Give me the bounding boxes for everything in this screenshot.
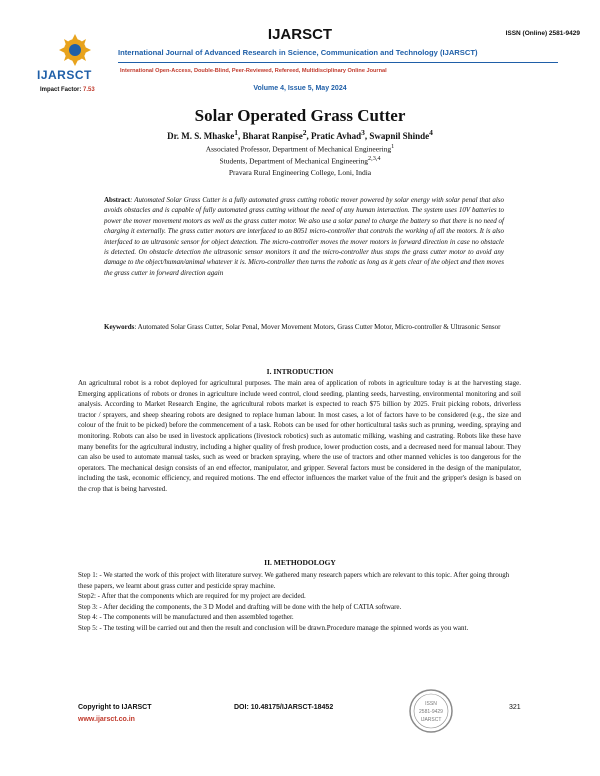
affiliation-sup: 1 (391, 143, 395, 150)
footer-copyright: Copyright to IJARSCT (78, 704, 152, 711)
author-sup: 1 (234, 128, 238, 137)
method-step: Step 3: - After deciding the components, the 3 D Model and drafting will be done with the help of CATIA software. (78, 602, 402, 611)
paper-title: Solar Operated Grass Cutter (194, 106, 406, 125)
author-list: Dr. M. S. Mhaske$^1$, Bharat Ranpise$^2$, Pratic Avhad$^3$, Swapnil Shinde$^4$ (167, 128, 433, 141)
stamp-line: IJARSCT (420, 717, 442, 723)
affiliation (0, 155, 600, 166)
keywords-label: Keywords (104, 323, 135, 331)
impact-factor-value: 7.53 (83, 87, 95, 93)
journal-short-title: IJARSCT (267, 26, 333, 43)
footer-doi[interactable]: DOI: 10.48175/IJARSCT-18452 (234, 704, 334, 711)
affiliation (0, 143, 600, 154)
method-step: Step 4: - The components will be manufactured and then assembled together. (78, 613, 294, 622)
author-name: Swapnil Shinde (369, 131, 430, 141)
stamp-line: ISSN (425, 701, 437, 707)
author-sup: 3 (361, 128, 365, 137)
author-name: Bharat Ranpise (242, 131, 303, 141)
author-name: Pratic Avhad (311, 131, 362, 141)
affiliation-text: Associated Professor, Department of Mechanical Engineering (205, 144, 392, 154)
affiliation (0, 168, 600, 177)
introduction-body: An agricultural robot is a robot deployed for agricultural purposes. The main area of application of robots in agriculture today is at the harvesting stage. Emerging applications of robots or drones in agriculture include weed control, cloud seeding, planting seeds, harvesting, environmental monitoring and soil analysis. According to Market Research Engine, the agricultural robots market is expected to reach $75 billion by 2025. Fruit picking robots, driverless tractor / sprayers, and sheep shearing robots are designed to replace human labour. In most cases, a lot of factors have to be considered (e.g., the size and colour of the fruit to be picked) before the commencement of a task. Robots can be used for other horticultural tasks such as pruning, weeding, spraying and monitoring. Robots can also be used in livestock applications (livestock robotics) such as automatic milking, washing and castrating. Robots like these have many benefits for the agricultural industry, including a higher quality of fresh produce, lower production costs, and a decreased need for manual labour. They can also be used to automate manual tasks, such as weed or bracken spraying, where the use of tractors and other manned vehicles is too dangerous for the operators. The mechanical design consists of an end effector, manipulator, and gripper. Several factors must be considered in the design of the manipulator, including the task, economic efficiency, and required motions. The end effector influences the market value of the fruit and the gripper's design is based on the crop that is being harvested. (78, 379, 521, 493)
section-heading-introduction: I. INTRODUCTION (266, 367, 334, 376)
footer-url-link[interactable]: www.ijarsct.co.in (78, 716, 135, 723)
keywords-text: : Automated Solar Grass Cutter, Solar Penal, Mover Movement Motors, Grass Cutter Motor, Micro-controller & Ultrasonic Sensor (134, 323, 501, 331)
issn-label: ISSN (Online) 2581-9429 (505, 30, 580, 37)
affiliation-text: Students, Department of Mechanical Engineering (219, 156, 368, 166)
header-divider (118, 62, 558, 63)
issn-stamp-icon (408, 688, 454, 734)
volume-issue: Volume 4, Issue 5, May 2024 (253, 85, 347, 92)
abstract-text: : Automated Solar Grass Cutter is a fully automated grass cutting robotic mover powered by solar energy with solar penal that also avoids obstacles and is capable of fully automated grass cutting without the need of any human interaction. The system uses 10V batteries to power the mover movement motors as well as the grass cutter motor. We also use a solar panel to charge the battery so that there is no need of charging it externally. The grass cutter motors are interfaced to an 8051 micro-controller that controls the working of all the motors. It is also interfaced to an ultrasonic sensor for object detection. The micro-controller moves the mover motors in forward direction in case no obstacle is detected. On obstacle detection the ultrasonic sensor monitors it and the micro-controller thus stops the grass cutter motor to avoid any damage to the object/human/animal whatever it is. Micro-controller then turns the robotic as long as it gets clear of the object and then moves the grass cutter in forward direction again (104, 196, 504, 277)
abstract (104, 195, 504, 278)
page-number: 321 (509, 704, 521, 711)
journal-full-title: International Journal of Advanced Research in Science, Communication and Technology (IJARSCT) (118, 48, 478, 57)
abstract-label: Abstract (104, 196, 131, 204)
method-step: Step 1: - We started the work of this project with literature survey. We gathered many research papers which are relevant to this topic. After going through these papers, we learnt about grass cutter and pesticide spray machine. (78, 571, 510, 590)
stamp-line: 2581-9429 (419, 709, 443, 715)
affiliation-text: Pravara Rural Engineering College, Loni, India (228, 168, 372, 177)
method-step: Step 5: - The testing will be carried out and then the result and conclusion will be drawn.Procedure manage the spinned words as you want. (78, 623, 469, 632)
author-sup: 4 (429, 128, 433, 137)
impact-factor-label: Impact Factor: (40, 87, 82, 93)
methodology-body (78, 570, 521, 634)
method-step: Step2: - After that the components which are required for my project are decided. (78, 592, 306, 601)
section-heading-methodology: II. METHODOLOGY (264, 558, 336, 567)
journal-access-line: International Open-Access, Double-Blind, Peer-Reviewed, Refereed, Multidisciplinary Online Journal (120, 68, 387, 74)
logo-wordmark: IJARSCT (37, 68, 92, 82)
author-sup: 2 (302, 128, 307, 137)
affiliation-sup: 2,3,4 (368, 155, 381, 162)
keywords (104, 322, 504, 332)
author-name: Dr. M. S. Mhaske (167, 131, 235, 141)
